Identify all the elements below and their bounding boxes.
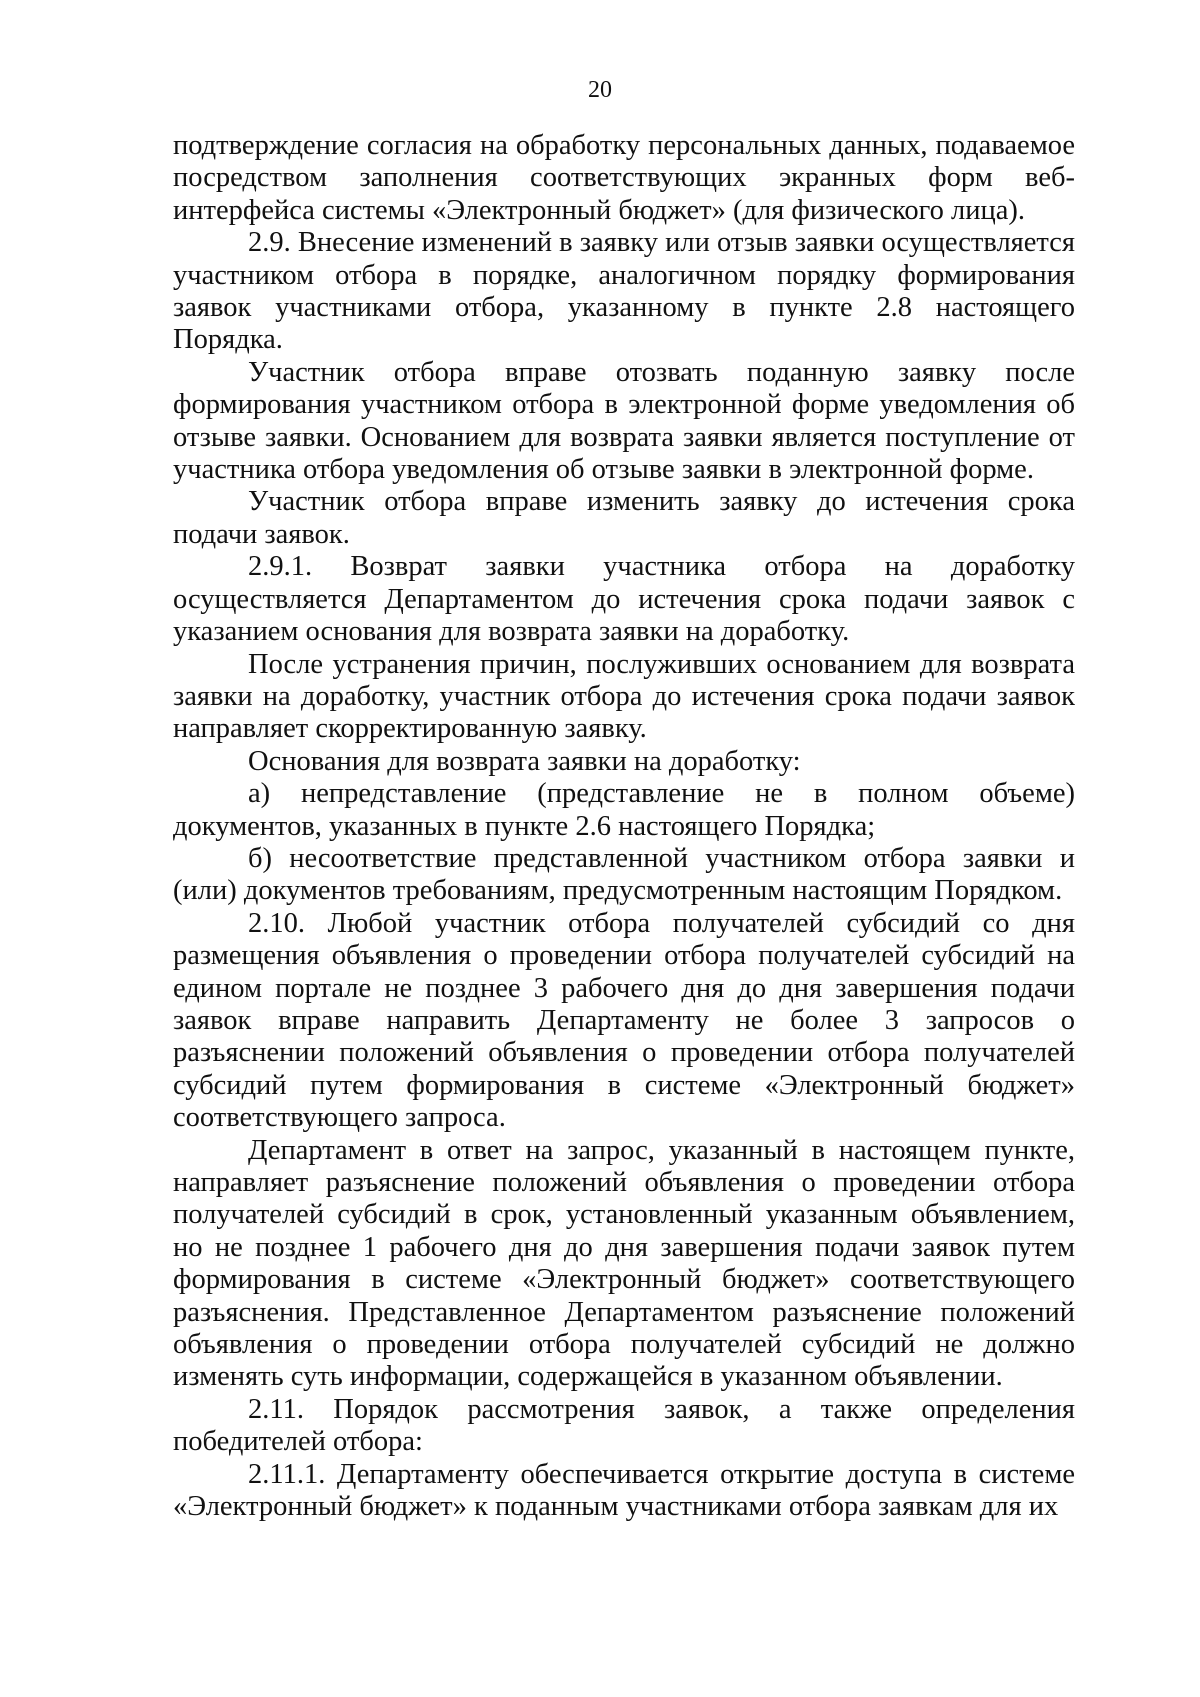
paragraph-withdraw-application: Участник отбора вправе отозвать поданную заявку после формирования участником отбора в электронной форме уведомления об отзыве заявки. Основанием для возврата заявки является поступление от участника отбора уведомления об отзыве заявки в электронной форме.: [173, 356, 1075, 486]
paragraph-change-application: Участник отбора вправе изменить заявку до истечения срока подачи заявок.: [173, 486, 1075, 550]
paragraph-after-correction: После устранения причин, послуживших основанием для возврата заявки на доработку, участник отбора до истечения срока подачи заявок направляет скорректированную заявку.: [173, 648, 1075, 745]
paragraph-2-9-1: 2.9.1. Возврат заявки участника отбора на доработку осуществляется Департаментом до истечения срока подачи заявок с указанием основания для возврата заявки на доработку.: [173, 551, 1075, 648]
paragraph-2-9: 2.9. Внесение изменений в заявку или отзыв заявки осуществляется участником отбора в порядке, аналогичном порядку формирования заявок участниками отбора, указанному в пункте 2.8 настоящего Порядка.: [173, 227, 1075, 356]
paragraph-return-grounds-heading: Основания для возврата заявки на доработку:: [248, 745, 801, 777]
list-item-a: а) непредставление (представление не в полном объеме) документов, указанных в пункте 2.6 настоящего Порядка;: [173, 778, 1075, 842]
list-item-b: б) несоответствие представленной участником отбора заявки и (или) документов требованиям, предусмотренным настоящим Порядком.: [173, 842, 1075, 907]
document-body: [173, 130, 1075, 1523]
paragraph-department-response: Департамент в ответ на запрос, указанный в настоящем пункте, направляет разъяснение положений объявления о проведении отбора получателей субсидий в срок, установленный указанным объявлением, но не позднее 1 рабочего дня до дня завершения подачи заявок путем формирования в системе «Электронный бюджет» соответствующего разъяснения. Представленное Департаментом разъяснение положений объявления о проведении отбора получателей субсидий не должно изменять суть информации, содержащейся в указанном объявлении.: [173, 1134, 1075, 1393]
page-number: 20: [588, 77, 612, 103]
paragraph-2-11: 2.11. Порядок рассмотрения заявок, а также определения победителей отбора:: [173, 1393, 1075, 1458]
paragraph-2-11-1: 2.11.1. Департаменту обеспечивается открытие доступа в системе «Электронный бюджет» к поданным участниками отбора заявкам для их: [173, 1458, 1075, 1523]
paragraph-2-10: 2.10. Любой участник отбора получателей субсидий со дня размещения объявления о проведении отбора получателей субсидий на едином портале не позднее 3 рабочего дня до дня завершения подачи заявок вправе направить Департаменту не более 3 запросов о разъяснении положений объявления о проведении отбора получателей субсидий путем формирования в системе «Электронный бюджет» соответствующего запроса.: [173, 907, 1075, 1134]
paragraph-consent-continuation: подтверждение согласия на обработку персональных данных, подаваемое посредством заполнения соответствующих экранных форм веб-интерфейса системы «Электронный бюджет» (для физического лица).: [173, 130, 1075, 226]
